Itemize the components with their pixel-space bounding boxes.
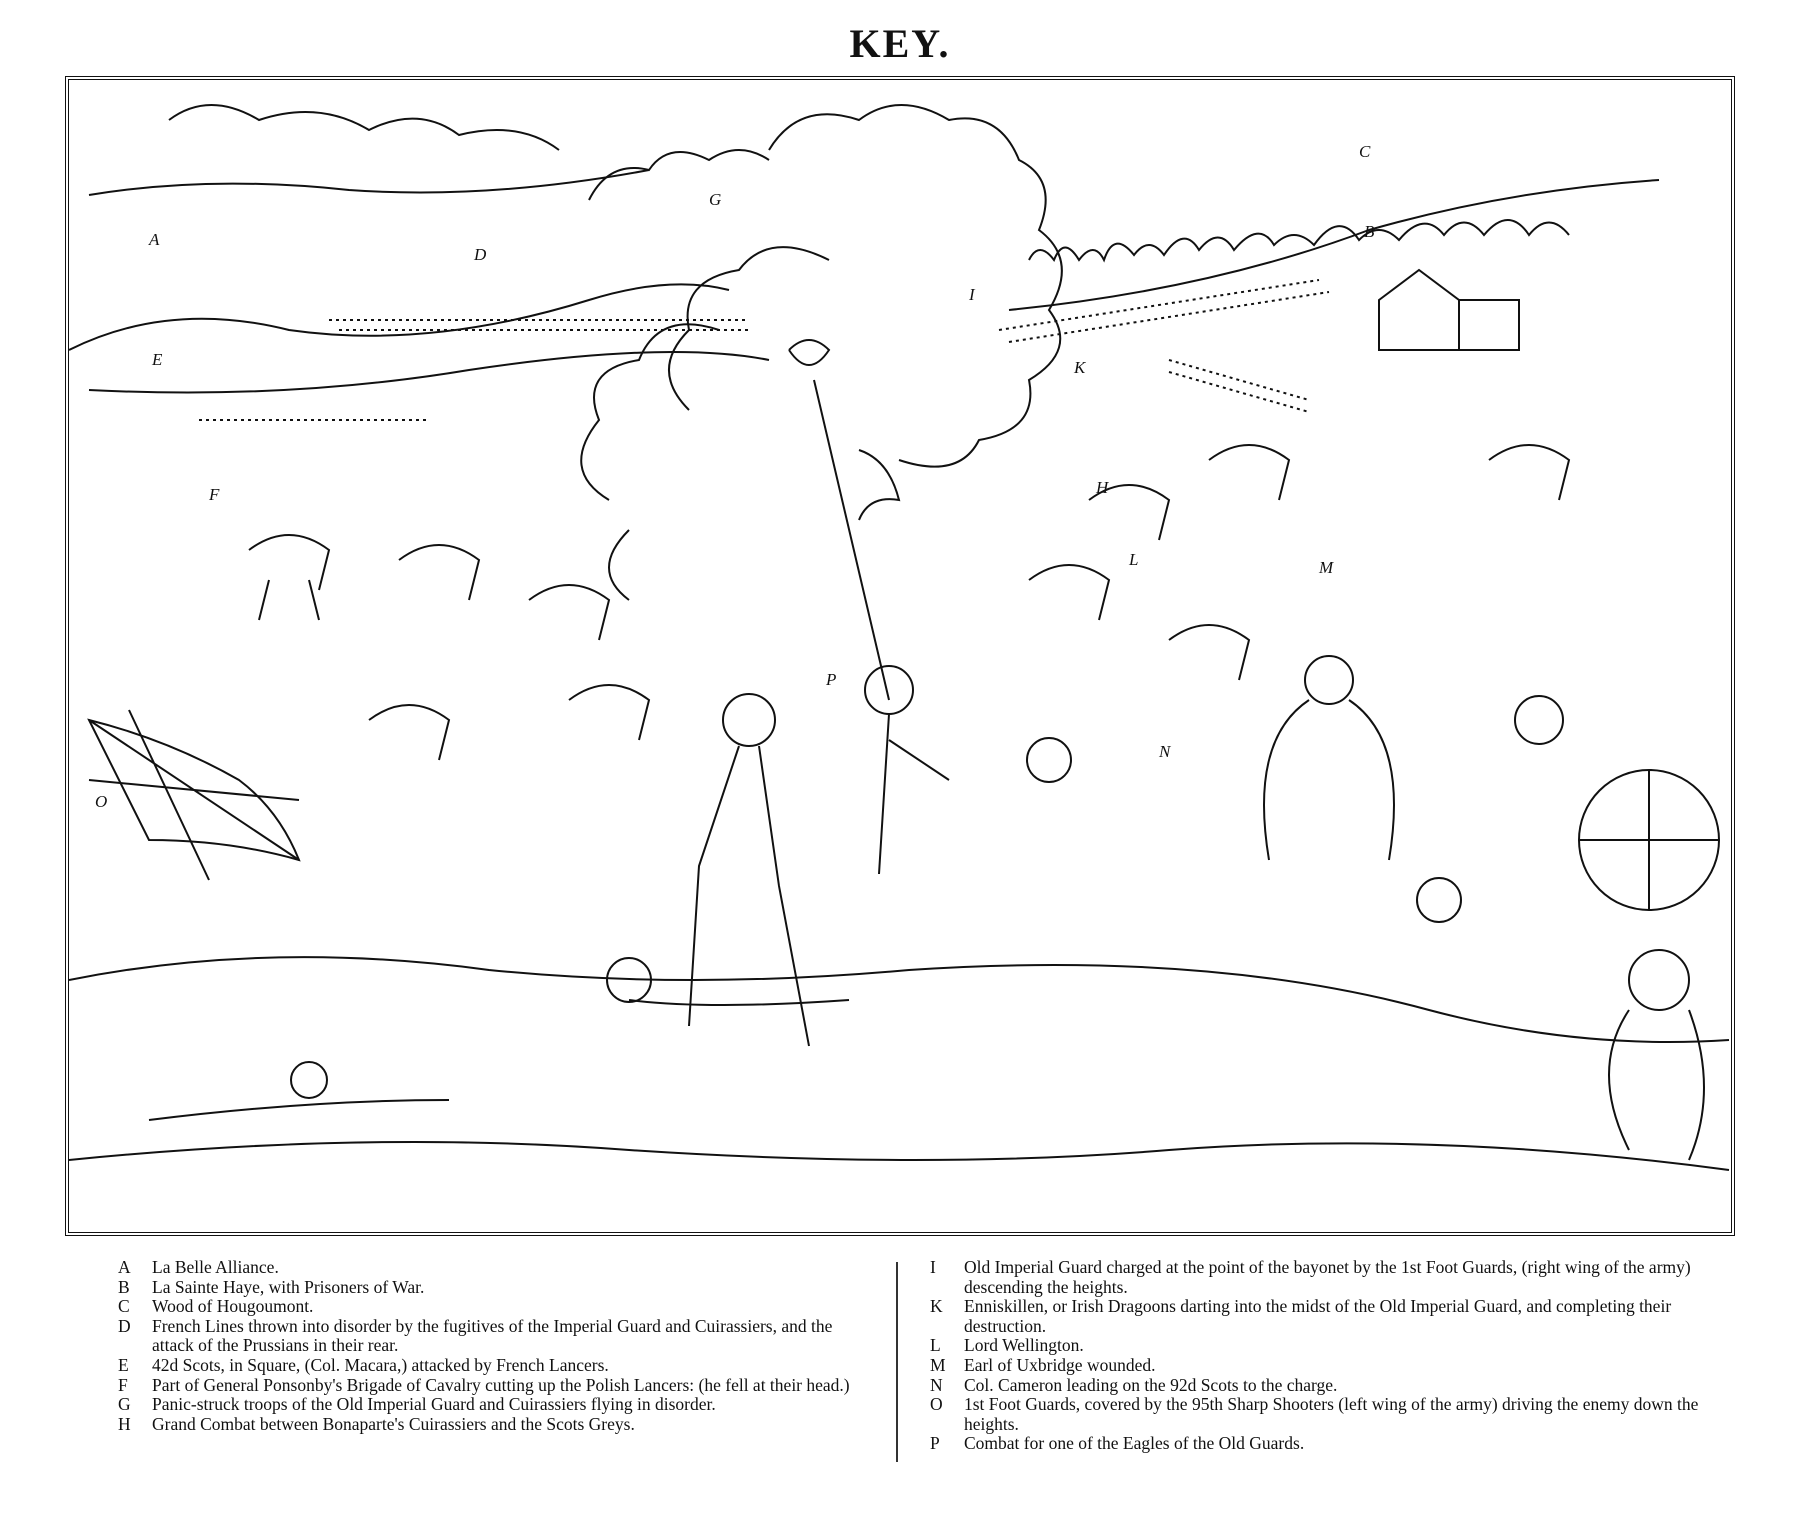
legend-entry-P (930, 1434, 1750, 1454)
map-label-O: O (95, 792, 108, 811)
legend-key: P (930, 1433, 940, 1454)
map-label-B: B (1364, 222, 1375, 241)
map-label-K: K (1074, 358, 1086, 377)
legend-entry-B (118, 1278, 878, 1298)
legend-entry-O (930, 1395, 1750, 1434)
legend-key: E (118, 1354, 129, 1375)
legend-text: French Lines thrown into disorder by the fugitives of the Imperial Guard and Cuirassiers, and the attack of the Prussians in their rear. (152, 1315, 833, 1356)
legend-entry-D (118, 1317, 878, 1356)
map-label-A: A (149, 230, 160, 249)
legend-divider (896, 1262, 898, 1462)
legend-key: L (930, 1335, 941, 1356)
map-label-H: H (1096, 478, 1109, 497)
legend-text: Lord Wellington. (964, 1335, 1084, 1356)
legend-entry-H (118, 1415, 878, 1435)
battle-engraving (65, 76, 1735, 1236)
legend-entry-E (118, 1356, 878, 1376)
legend-entry-I (930, 1258, 1750, 1297)
map-label-M: M (1319, 558, 1334, 577)
map-label-I: I (969, 285, 975, 304)
map-label-N: N (1159, 742, 1171, 761)
map-label-P: P (826, 670, 837, 689)
engraving-illustration (69, 80, 1731, 1232)
legend-key: O (930, 1394, 943, 1415)
legend-key: G (118, 1394, 131, 1415)
legend-left-column (118, 1258, 878, 1434)
legend-text: Part of General Ponsonby's Brigade of Cavalry cutting up the Polish Lancers: (he fell at their head.) (152, 1374, 850, 1395)
legend-entry-G (118, 1395, 878, 1415)
legend-text: Panic-struck troops of the Old Imperial Guard and Cuirassiers flying in disorder. (152, 1394, 716, 1415)
legend-key: I (930, 1257, 936, 1277)
legend-text: Enniskillen, or Irish Dragoons darting into the midst of the Old Imperial Guard, and completing their destruction. (964, 1296, 1672, 1336)
legend-key: H (118, 1413, 131, 1434)
legend-text: Earl of Uxbridge wounded. (964, 1354, 1156, 1375)
legend-entry-L (930, 1336, 1750, 1356)
legend-entry-F (118, 1376, 878, 1396)
legend-entry-K (930, 1297, 1750, 1336)
map-label-F: F (209, 485, 220, 504)
legend-text: Col. Cameron leading on the 92d Scots to the charge. (964, 1374, 1338, 1395)
legend-entry-A (118, 1258, 878, 1278)
page-title: KEY. (849, 21, 951, 66)
legend-key: N (930, 1374, 943, 1395)
map-label-D: D (474, 245, 487, 264)
legend-key: B (118, 1276, 130, 1297)
legend-entry-N (930, 1376, 1750, 1396)
legend-text: La Sainte Haye, with Prisoners of War. (152, 1276, 425, 1297)
legend-key: C (118, 1296, 130, 1317)
legend-key: D (118, 1315, 131, 1336)
map-label-L: L (1129, 550, 1139, 569)
legend-key: K (930, 1296, 943, 1317)
legend-text: Combat for one of the Eagles of the Old Guards. (964, 1433, 1305, 1454)
legend-key: A (118, 1257, 131, 1277)
legend-entry-C (118, 1297, 878, 1317)
legend-text: 1st Foot Guards, covered by the 95th Sharp Shooters (left wing of the army) driving the enemy down the heights. (964, 1394, 1699, 1434)
legend-text: Grand Combat between Bonaparte's Cuirassiers and the Scots Greys. (152, 1413, 635, 1434)
legend-text: Old Imperial Guard charged at the point of the bayonet by the 1st Foot Guards, (right wing of the army) descending the heights. (964, 1257, 1691, 1297)
legend-entry-M (930, 1356, 1750, 1376)
map-label-G: G (709, 190, 722, 209)
map-label-E: E (152, 350, 163, 369)
legend-key: F (118, 1374, 128, 1395)
legend-text: Wood of Hougoumont. (152, 1296, 314, 1317)
legend-text: 42d Scots, in Square, (Col. Macara,) attacked by French Lancers. (152, 1354, 609, 1375)
legend-text: La Belle Alliance. (152, 1257, 279, 1277)
legend-right-column (930, 1258, 1750, 1454)
legend-key: M (930, 1354, 946, 1375)
map-label-C: C (1359, 142, 1371, 161)
